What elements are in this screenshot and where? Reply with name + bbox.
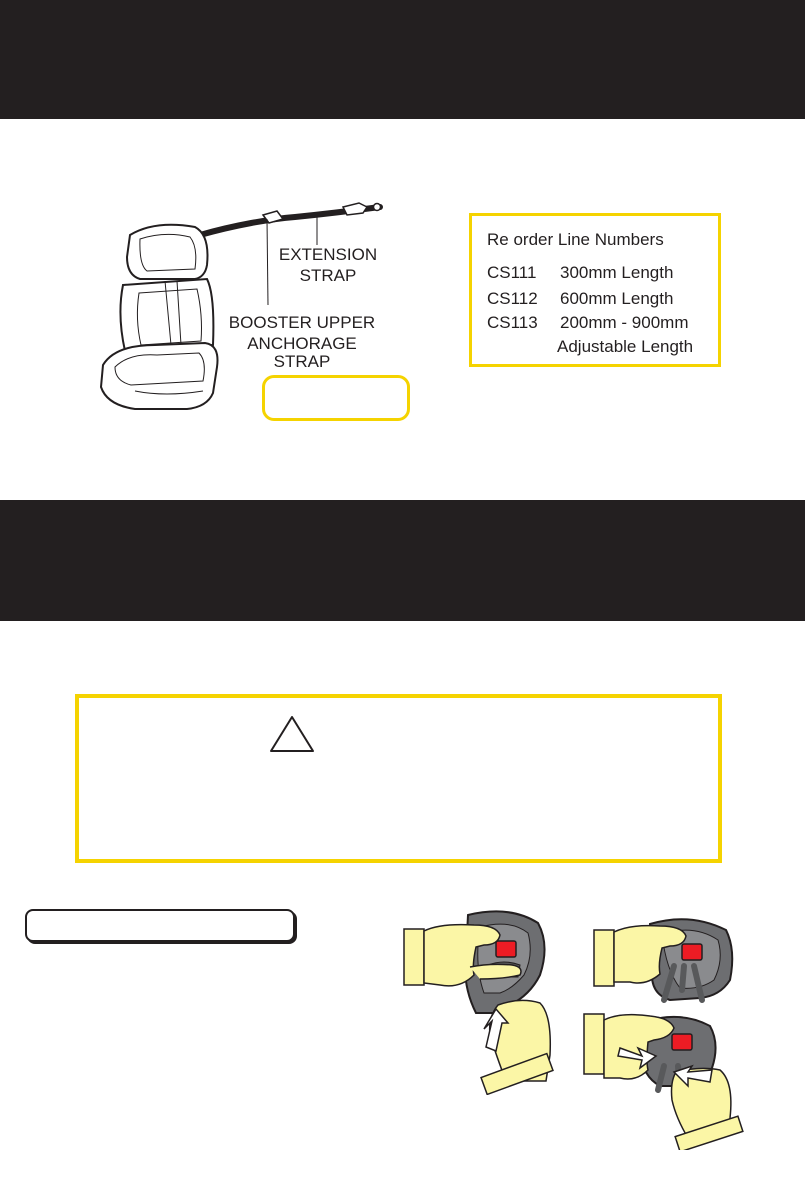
header-band-middle [0,500,805,621]
reorder-item-desc-1: 300mm Length [560,263,674,282]
reorder-continuation: Adjustable Length [557,337,694,356]
hand-pad-illustration-1 [400,905,560,1095]
hand-pad-illustration-3 [580,1010,755,1150]
reorder-box [469,213,721,367]
header-band-top [0,0,805,119]
reorder-item-desc-2: 600mm Length [560,289,674,308]
callout-pill [262,375,410,421]
reorder-title: Re order Line Numbers [487,230,664,249]
buckle-red-icon [682,944,702,960]
buckle-red-icon [496,941,516,957]
extension-strap-label [278,246,378,285]
reorder-item-code-2: CS112 [487,289,538,308]
buckle-red-icon [672,1034,692,1050]
booster-strap-label [222,314,382,371]
extension-strap-label-line1: EXTENSION [278,245,378,264]
booster-strap-label-line2: ANCHORAGE STRAP [247,333,357,371]
reorder-item-code-1: CS111 [487,263,537,282]
booster-strap-label-line1: BOOSTER UPPER [228,313,376,332]
reorder-item-desc-3: 200mm - 900mm [560,313,689,332]
step-pill [25,909,295,942]
reorder-item-code-3: CS113 [487,313,538,332]
warning-triangle-icon [268,714,316,754]
extension-strap-label-line2: STRAP [299,265,357,285]
warning-box [75,694,722,863]
hand-pad-illustration-2 [590,910,750,1010]
strap-hook-icon [343,203,367,215]
